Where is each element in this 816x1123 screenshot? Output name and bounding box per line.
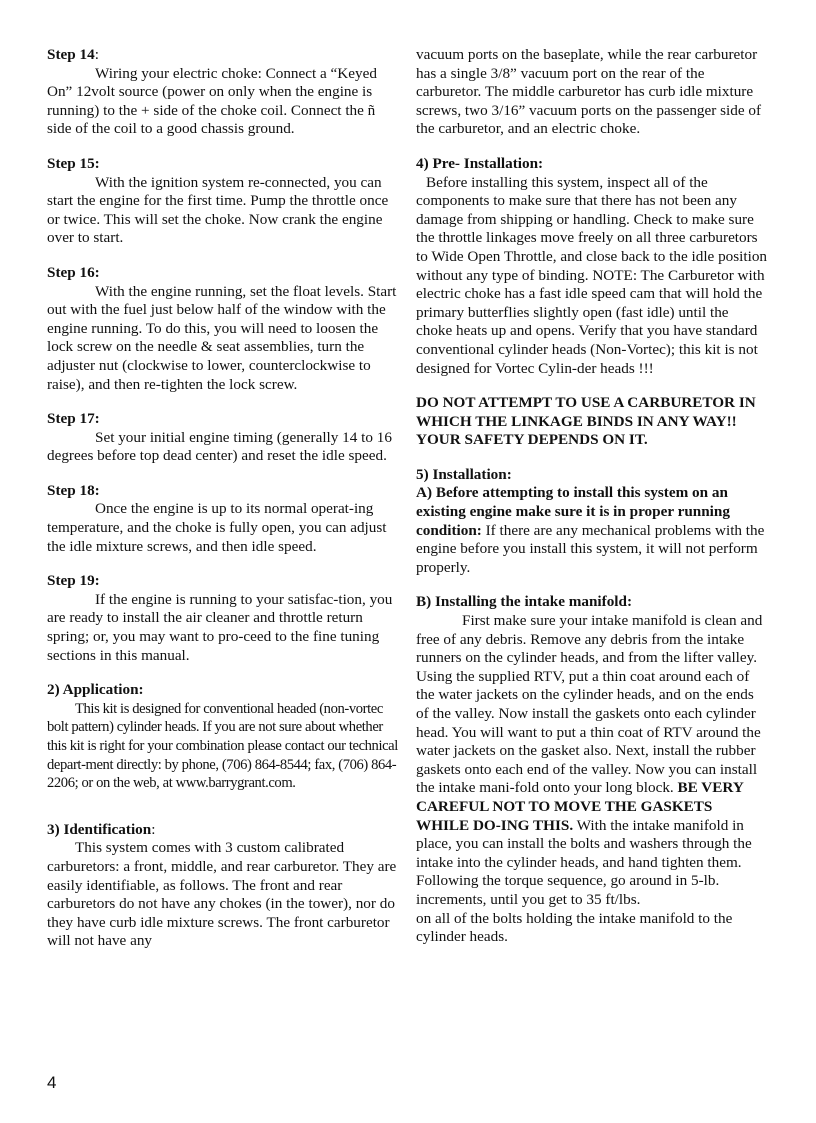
step-17 bbox=[47, 410, 399, 466]
installation-section bbox=[416, 466, 768, 578]
installation-step-a bbox=[416, 484, 768, 577]
step-14 bbox=[47, 46, 399, 139]
step-14-text: Wiring your electric choke: Connect a “Keyed On” 12volt source (power on only when the engine is running) to the + side of the choke coil. Connect the ñ side of the coil to a good chassis ground. bbox=[47, 64, 377, 138]
application-heading: 2) Application: bbox=[47, 681, 144, 699]
page-number: 4 bbox=[47, 1073, 57, 1092]
application-section bbox=[47, 681, 399, 793]
step-14-heading: Step 14: bbox=[47, 46, 99, 63]
intake-manifold-text-end: on all of the bolts holding the intake manifold to the cylinder heads. bbox=[416, 909, 733, 946]
step-18-heading: Step 18: bbox=[47, 481, 100, 499]
installation-step-a-text: If there are any mechanical problems with the engine before you install this system, it will not perform properly. bbox=[416, 521, 765, 576]
intake-manifold-text: First make sure your intake manifold is clean and free of any debris. Remove any debris from the intake runners on the cylinder heads, and from the lifter valley. Using the supplied RTV, put a thin coat around each of the water jackets on the cylinder heads, and on the ends of the valley. Now install the gaskets onto each cylinder head. You will want to put a thin coat of RTV around the water jackets on the gasket also. Next, install the rubber gaskets onto each end of the valley. Now you can install the intake mani-fold onto your long block. BE VERY CAREFUL NOT TO MOVE THE GASKETS WHILE DO-ING THIS. With the intake manifold in place, you can install the bolts and washers through the intake into the cylinder heads, and hand tighten them. Following the torque sequence, go around in 5-lb. increments, until you get to 35 ft/lbs. bbox=[416, 612, 763, 908]
step-19-heading: Step 19: bbox=[47, 572, 100, 590]
safety-warning: DO NOT ATTEMPT TO USE A CARBURETOR IN WHICH THE LINKAGE BINDS IN ANY WAY!! YOUR SAFETY DEPENDS ON IT. bbox=[416, 394, 756, 449]
step-19-text: If the engine is running to your satisfac-tion, you are ready to install the air cleaner and throttle return spring; or, you may want to pro-ceed to the fine tuning sections in this manual. bbox=[47, 590, 393, 664]
step-18 bbox=[47, 482, 399, 556]
identification-continued bbox=[416, 46, 768, 139]
step-16-text: With the engine running, set the float levels. Start out with the fuel just below half of the window with the engine running. To do this, you will need to loosen the lock screw on the needle & seat assemblies, turn the adjuster nut (clockwise to lower, counterclockwise to raise), and then re-tighten the lock screw. bbox=[47, 282, 397, 393]
application-text: This kit is designed for conventional headed (non-vortec bolt pattern) cylinder heads. If you are not sure about whether this kit is right for your combination please contact our technical depart-ment directly: by phone, (706) 864-8544; fax, (706) 864-2206; or on the web, at www.barrygrant.com. bbox=[47, 700, 398, 792]
step-17-heading: Step 17: bbox=[47, 410, 100, 428]
gasket-warning: BE VERY CAREFUL NOT TO MOVE THE GASKETS WHILE DO-ING THIS. bbox=[416, 779, 744, 834]
intake-manifold-heading: B) Installing the intake manifold: bbox=[416, 593, 633, 611]
identification-heading: 3) Identification: bbox=[47, 820, 156, 838]
step-16 bbox=[47, 264, 399, 394]
identification-continued-text: vacuum ports on the baseplate, while the rear carburetor has a single 3/8” vacuum port on the rear of the carburetor. The middle carburetor has curb idle mixture screws, two 3/16” vacuum ports on the passenger side of the carburetor, and an electric choke. bbox=[416, 46, 762, 138]
step-19 bbox=[47, 572, 399, 665]
pre-installation-section bbox=[416, 155, 768, 378]
step-17-text: Set your initial engine timing (generally 14 to 16 degrees before top dead center) and reset the idle speed. bbox=[47, 428, 392, 465]
pre-installation-heading: 4) Pre- Installation: bbox=[416, 154, 544, 172]
left-column bbox=[47, 46, 399, 967]
step-18-text: Once the engine is up to its normal operat-ing temperature, and the choke is fully open, you can adjust the idle mixture screws, and then idle speed. bbox=[47, 500, 387, 555]
intake-manifold-section bbox=[416, 593, 768, 946]
installation-step-a-heading: A) Before attempting to install this system on an existing engine make sure it is in proper running condition: bbox=[416, 484, 730, 539]
step-15-text: With the ignition system re-connected, you can start the engine for the first time. Pump the throttle once or twice. This will set the choke. Now crank the engine over to start. bbox=[47, 173, 389, 247]
step-15-heading: Step 15: bbox=[47, 154, 100, 172]
identification-section bbox=[47, 821, 399, 951]
step-16-heading: Step 16: bbox=[47, 263, 100, 281]
step-15 bbox=[47, 155, 399, 248]
identification-text: This system comes with 3 custom calibrated carburetors: a front, middle, and rear carburetor. They are easily identifiable, as follows. The front and rear carburetors do not have any chokes (in the tower), nor do they have curb idle mixture screws. The front carburetor will not have any bbox=[47, 839, 397, 950]
right-column bbox=[416, 46, 768, 963]
pre-installation-text: Before installing this system, inspect all of the components to make sure that there has not been any damage from shipping or handling. Check to make sure the throttle linkages move freely on all three carburetors to Wide Open Throttle, and close back to the idle position without any type of binding. NOTE: The Carburetor with electric choke has a fast idle speed cam that will hold the primary butterflies slightly open (fast idle) until the choke heats up and opens. Verify that you have standard conventional cylinder heads (Non-Vortec); this kit is not designed for Vortec Cylin-der heads !!! bbox=[416, 173, 768, 377]
installation-heading: 5) Installation: bbox=[416, 465, 512, 483]
